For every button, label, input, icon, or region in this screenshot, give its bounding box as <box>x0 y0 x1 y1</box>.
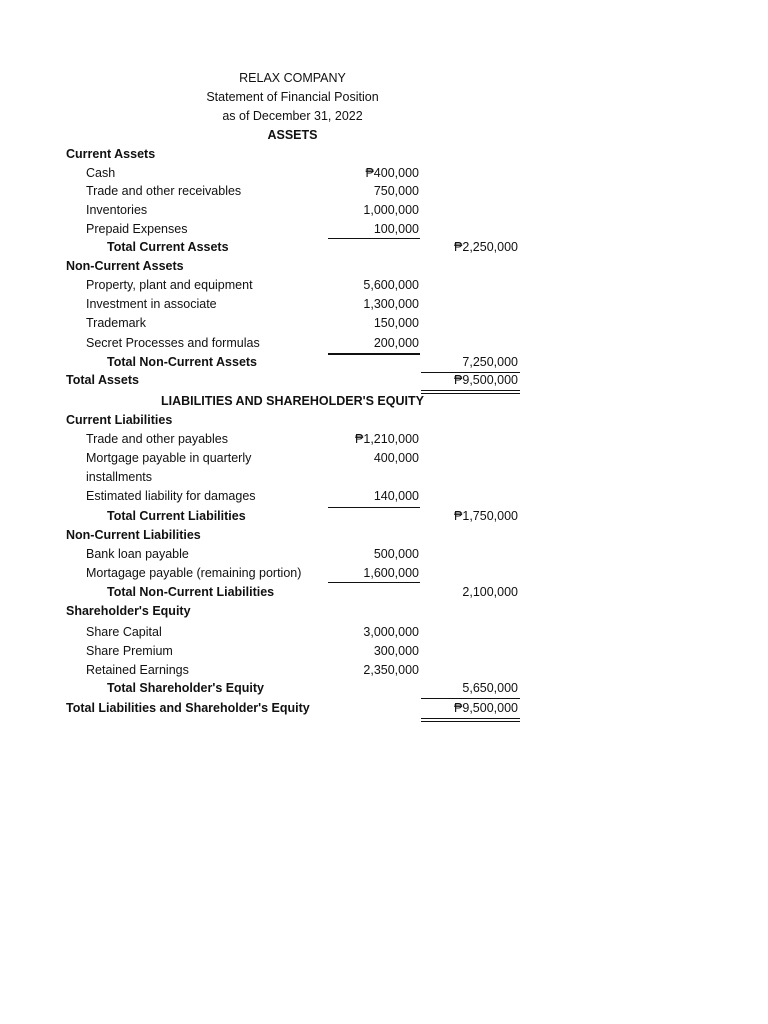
row-label: Property, plant and equipment <box>86 278 253 292</box>
total-current-liabilities-row <box>0 507 768 526</box>
double-underline-bottom <box>421 393 520 394</box>
total-noncurrent-assets-row <box>0 353 768 372</box>
row-label: Bank loan payable <box>86 547 189 561</box>
row-total: ₱1,750,000 <box>454 509 518 523</box>
asset-row-ppe <box>0 276 768 295</box>
equity-row-share-premium <box>0 642 768 661</box>
row-total: 5,650,000 <box>462 681 518 695</box>
row-label: Estimated liability for damages <box>86 489 256 503</box>
noncurrent-assets-heading: Non-Current Assets <box>66 259 184 273</box>
current-assets-heading: Current Assets <box>66 147 156 161</box>
row-total: 2,100,000 <box>462 585 518 599</box>
row-amount: 1,600,000 <box>363 566 419 580</box>
statement-date: as of December 31, 2022 <box>222 109 363 123</box>
row-label: Share Premium <box>86 644 173 658</box>
row-label: Total Shareholder's Equity <box>107 681 264 695</box>
row-label: Total Non-Current Liabilities <box>107 585 275 599</box>
row-grand-total: ₱9,500,000 <box>454 701 518 715</box>
asset-row-receivables <box>0 182 768 201</box>
liabilities-section-title: LIABILITIES AND SHAREHOLDER'S EQUITY <box>161 394 424 408</box>
row-label: Mortagage payable (remaining portion) <box>86 566 302 580</box>
row-amount: 1,000,000 <box>363 203 419 217</box>
equity-heading-row <box>0 602 768 621</box>
row-label: Total Liabilities and Shareholder's Equity <box>66 701 310 715</box>
current-assets-heading-row <box>0 145 768 164</box>
liability-row-payables <box>0 430 768 449</box>
total-liabilities-equity-row <box>0 699 768 718</box>
row-amount: 100,000 <box>373 222 419 236</box>
row-amount: 500,000 <box>373 547 419 561</box>
noncurrent-liabilities-heading: Non-Current Liabilities <box>66 528 201 542</box>
equity-row-retained-earnings <box>0 661 768 680</box>
row-label: Secret Processes and formulas <box>86 336 260 350</box>
total-current-assets-row <box>0 238 768 257</box>
row-amount: 2,350,000 <box>363 663 419 677</box>
row-label: Mortgage payable in quarterly <box>86 451 252 465</box>
row-label: Prepaid Expenses <box>86 222 188 236</box>
row-amount: 3,000,000 <box>363 625 419 639</box>
row-label: Inventories <box>86 203 148 217</box>
row-label: Trademark <box>86 316 146 330</box>
row-grand-total: ₱9,500,000 <box>454 373 518 387</box>
row-amount: 5,600,000 <box>363 278 419 292</box>
row-total: ₱2,250,000 <box>454 240 518 254</box>
total-noncurrent-liabilities-row <box>0 583 768 602</box>
liability-row-damages <box>0 487 768 506</box>
liability-row-mortgage-quarterly <box>0 449 768 468</box>
equity-heading: Shareholder's Equity <box>66 604 191 618</box>
double-underline-bottom <box>421 721 520 722</box>
row-label: Total Assets <box>66 373 139 387</box>
current-liabilities-heading: Current Liabilities <box>66 413 173 427</box>
total-equity-row <box>0 679 768 698</box>
statement-title: Statement of Financial Position <box>206 90 379 104</box>
row-label: Retained Earnings <box>86 663 189 677</box>
row-amount: 200,000 <box>373 336 419 350</box>
asset-row-prepaid <box>0 220 768 239</box>
row-label: Total Current Liabilities <box>107 509 246 523</box>
row-amount: 300,000 <box>373 644 419 658</box>
asset-row-investment <box>0 295 768 314</box>
asset-row-trademark <box>0 314 768 333</box>
row-amount: 150,000 <box>373 316 419 330</box>
noncurrent-assets-heading-row <box>0 257 768 276</box>
asset-row-cash <box>0 164 768 183</box>
liability-row-bank-loan <box>0 545 768 564</box>
double-underline-top <box>421 718 520 719</box>
row-label: Share Capital <box>86 625 162 639</box>
double-underline-top <box>421 390 520 391</box>
row-label: installments <box>86 470 152 484</box>
row-label: Investment in associate <box>86 297 217 311</box>
row-label: Cash <box>86 166 116 180</box>
row-total: 7,250,000 <box>462 355 518 369</box>
noncurrent-liabilities-heading-row <box>0 526 768 545</box>
row-amount: 750,000 <box>373 184 419 198</box>
assets-section-title: ASSETS <box>267 128 318 142</box>
asset-row-inventories <box>0 201 768 220</box>
liability-row-mortgage-remaining <box>0 564 768 583</box>
liability-row-installments <box>0 468 768 487</box>
current-liabilities-heading-row <box>0 411 768 430</box>
row-amount: 400,000 <box>373 451 419 465</box>
row-amount: ₱1,210,000 <box>355 432 419 446</box>
row-label: Trade and other receivables <box>86 184 242 198</box>
row-amount: 1,300,000 <box>363 297 419 311</box>
asset-row-secret-processes <box>0 334 768 353</box>
row-amount: ₱400,000 <box>365 166 419 180</box>
equity-row-share-capital <box>0 623 768 642</box>
company-name: RELAX COMPANY <box>239 71 346 85</box>
row-label: Trade and other payables <box>86 432 228 446</box>
row-label: Total Current Assets <box>107 240 229 254</box>
row-amount: 140,000 <box>373 489 419 503</box>
total-assets-row <box>0 371 768 390</box>
row-label: Total Non-Current Assets <box>107 355 258 369</box>
